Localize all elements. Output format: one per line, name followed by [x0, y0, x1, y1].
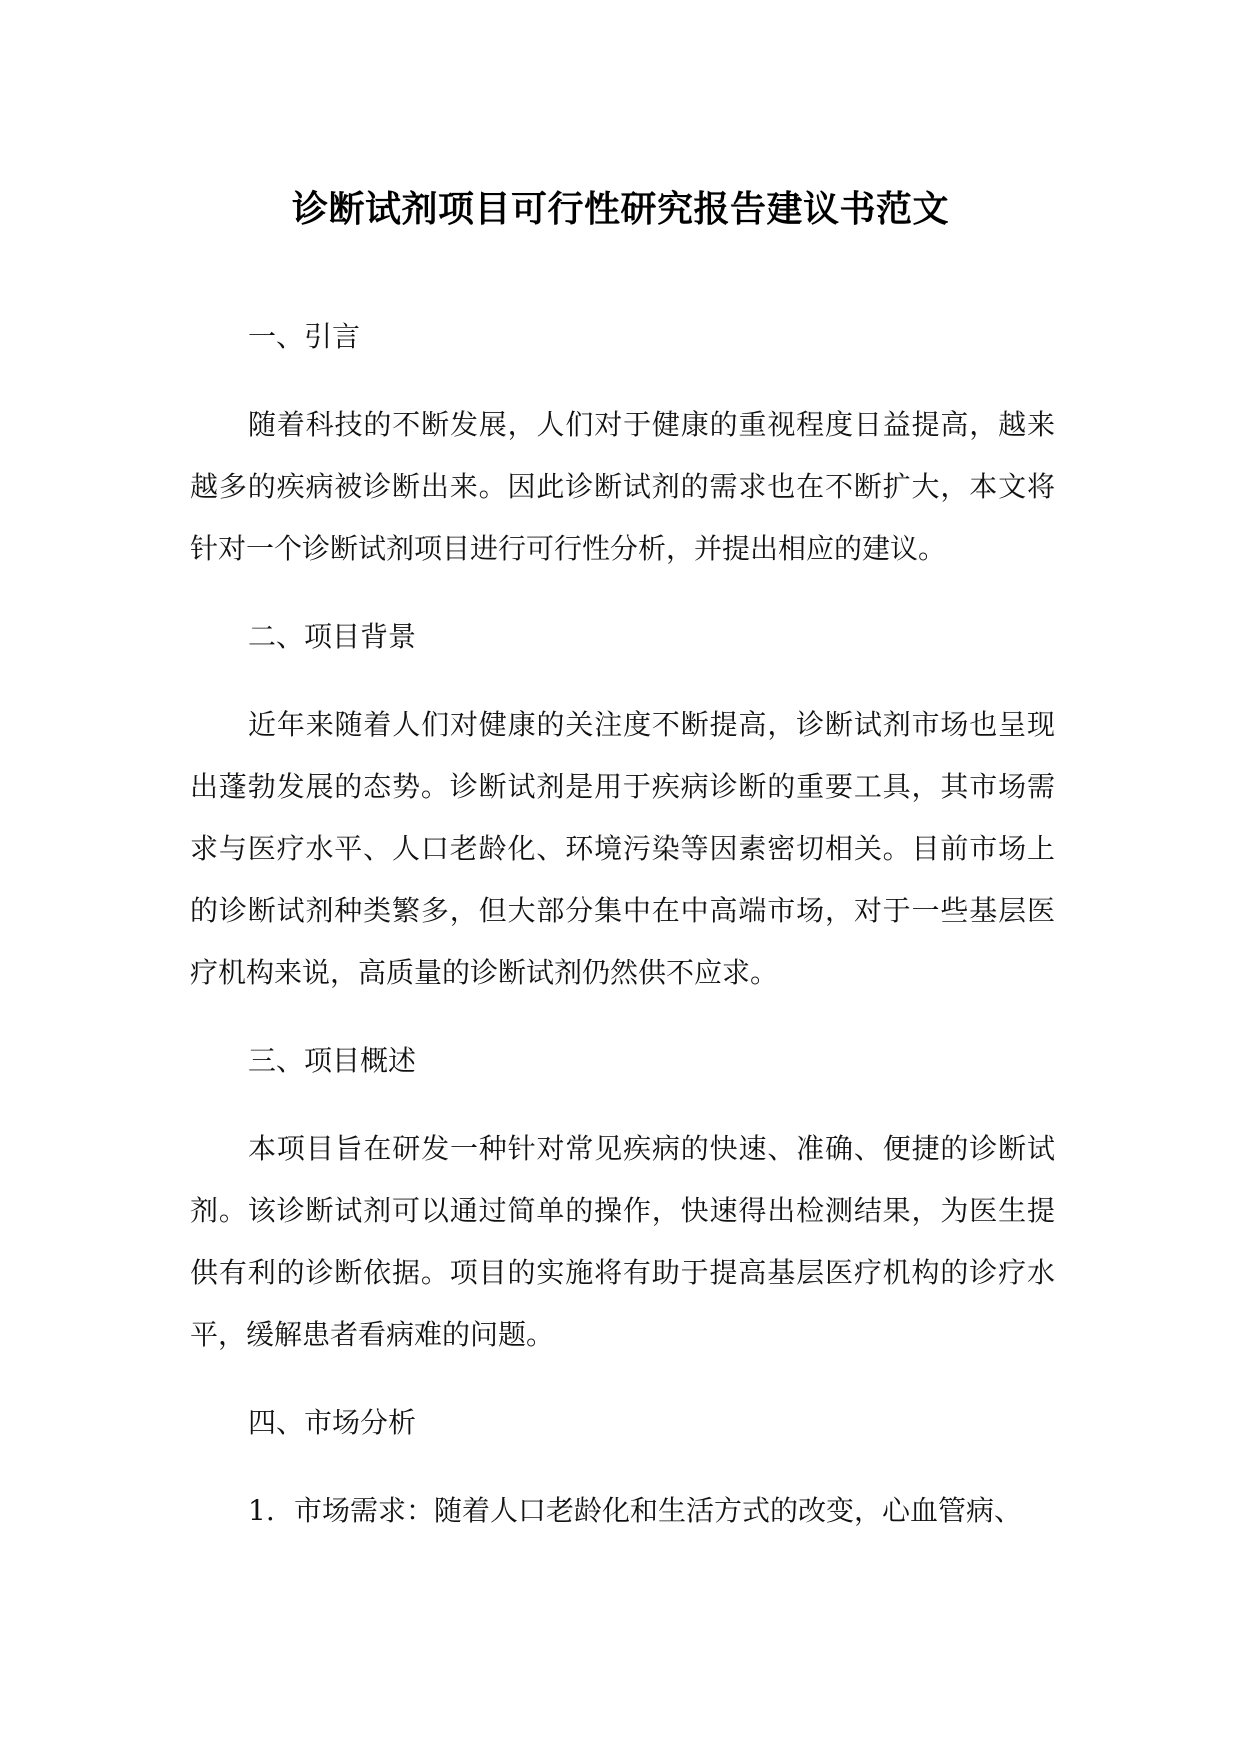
section-paragraph-background: 近年来随着人们对健康的关注度不断提高，诊断试剂市场也呈现出蓬勃发展的态势。诊断试剂是用于疾病诊断的重要工具，其市场需求与医疗水平、人口老龄化、环境污染等因素密切相关。目前市场上的诊断试剂种类繁多，但大部分集中在中高端市场，对于一些基层医疗机构来说，高质量的诊断试剂仍然供不应求。	[190, 708, 1055, 989]
list-item-text: 市场需求：随着人口老龄化和生活方式的改变，心血管病、	[294, 1494, 1023, 1527]
section-paragraph-overview: 本项目旨在研发一种针对常见疾病的快速、准确、便捷的诊断试剂。该诊断试剂可以通过简单的操作，快速得出检测结果，为医生提供有利的诊断依据。项目的实施将有助于提高基层医疗机构的诊疗水平，缓解患者看病难的问题。	[190, 1132, 1055, 1351]
section-heading-background: 二、项目背景	[248, 620, 417, 653]
section-heading-overview: 三、项目概述	[248, 1044, 417, 1077]
document-title: 诊断试剂项目可行性研究报告建议书范文	[291, 188, 949, 230]
section-heading-market: 四、市场分析	[248, 1406, 417, 1439]
section-heading-intro: 一、引言	[248, 320, 361, 353]
section-paragraph-intro: 随着科技的不断发展，人们对于健康的重视程度日益提高，越来越多的疾病被诊断出来。因此诊断试剂的需求也在不断扩大，本文将针对一个诊断试剂项目进行可行性分析，并提出相应的建议。	[190, 408, 1055, 565]
document-body	[190, 306, 1055, 1542]
list-item	[190, 1480, 1055, 1542]
list-item-number: 1.	[248, 1494, 275, 1527]
